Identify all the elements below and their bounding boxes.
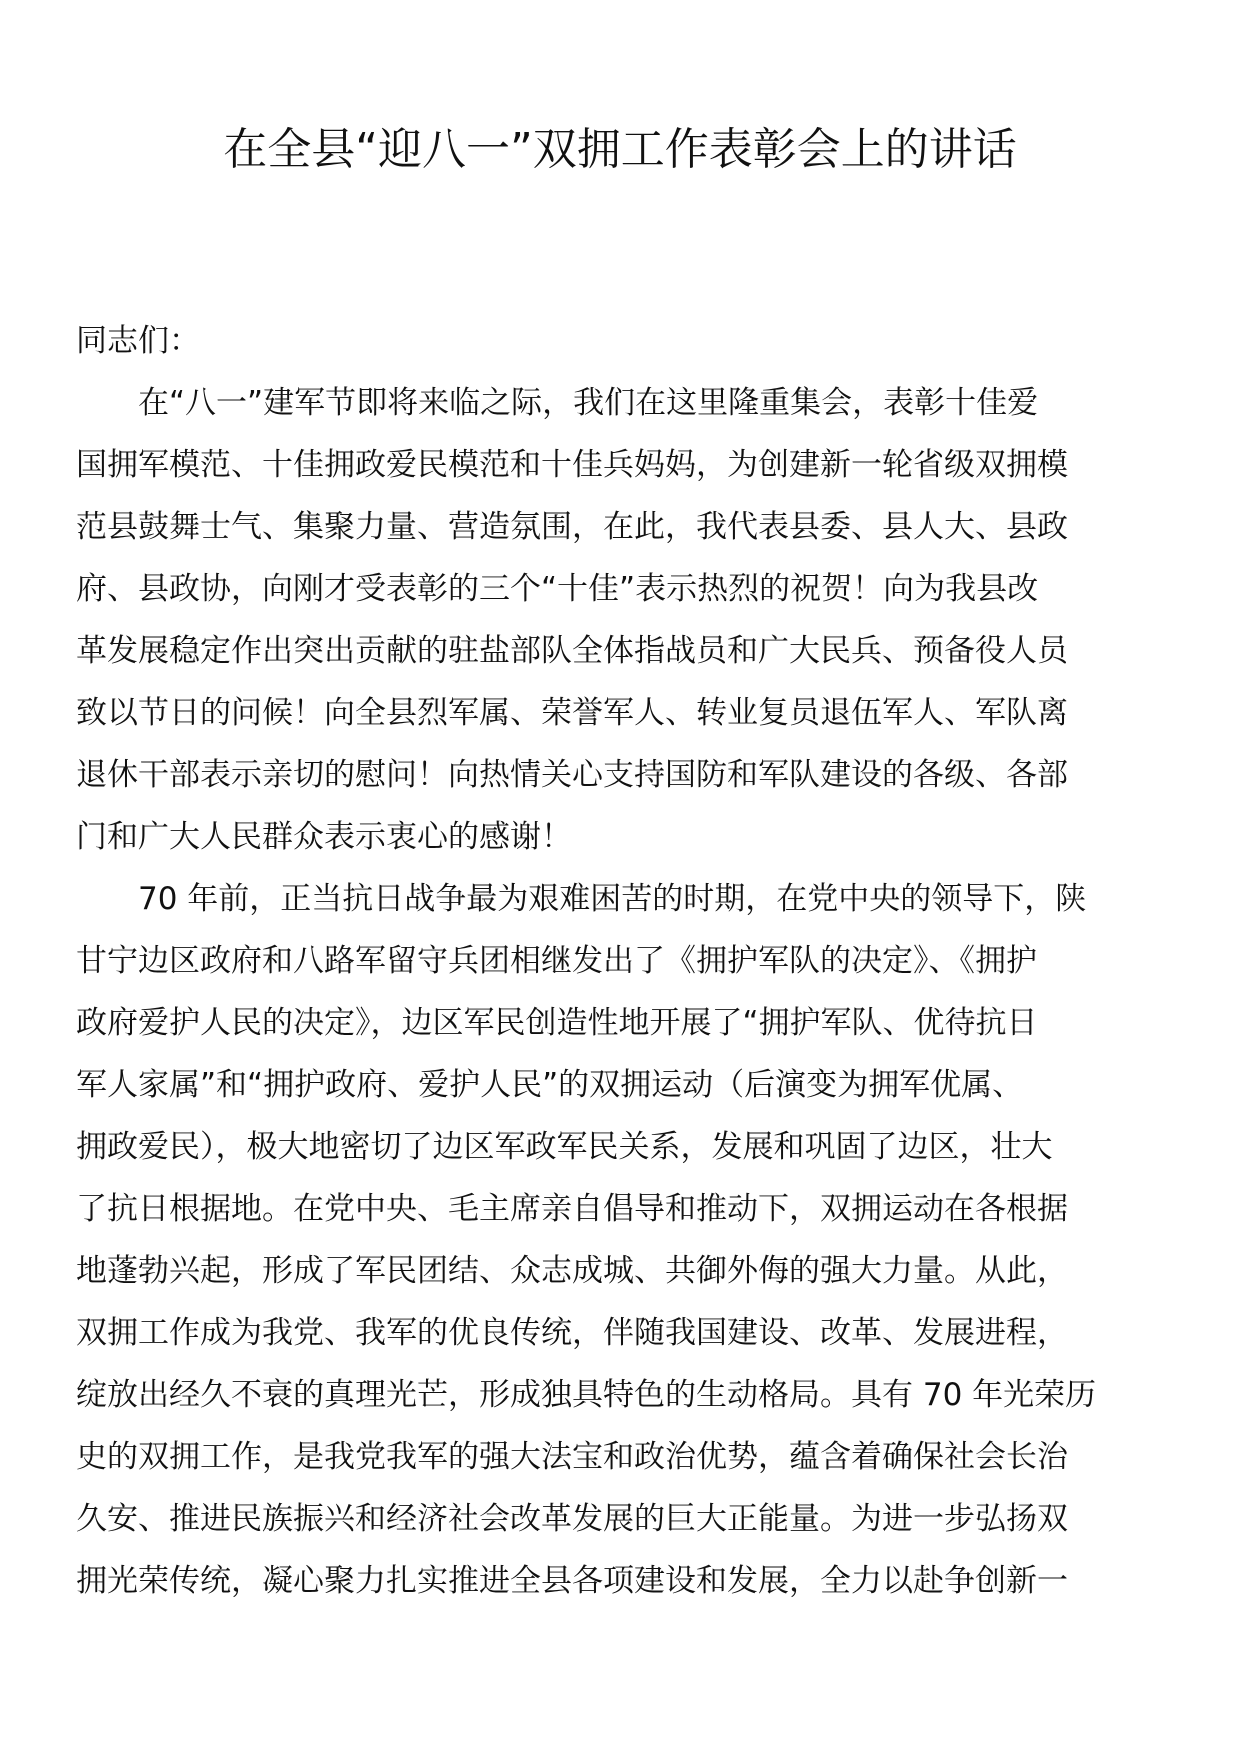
text-line: 甘宁边区政府和八路军留守兵团相继发出了《拥护军队的决定》、《拥护 [76, 943, 1037, 979]
text-line: 军人家属”和“拥护政府、爱护人民”的双拥运动（后演变为拥军优属、 [76, 1067, 1024, 1103]
text-line: 久安、推进民族振兴和经济社会改革发展的巨大正能量。为进一步弘扬双 [76, 1501, 1068, 1537]
text-line: 致以节日的问候！向全县烈军属、荣誉军人、转业复员退伍军人、军队离 [76, 695, 1068, 731]
text-line: 政府爱护人民的决定》，边区军民创造性地开展了“拥护军队、优待抗日 [76, 1005, 1038, 1041]
text-line: 史的双拥工作，是我党我军的强大法宝和政治优势，蕴含着确保社会长治 [76, 1439, 1068, 1475]
text-line: 70 年前，正当抗日战争最为艰难困苦的时期，在党中央的领导下，陕 [138, 881, 1087, 917]
text-line: 国拥军模范、十佳拥政爱民模范和十佳兵妈妈，为创建新一轮省级双拥模 [76, 447, 1068, 483]
text-line: 在“八一”建军节即将来临之际，我们在这里隆重集会，表彰十佳爱 [138, 385, 1039, 421]
document-body [76, 310, 1176, 1612]
text-line: 了抗日根据地。在党中央、毛主席亲自倡导和推动下，双拥运动在各根据 [76, 1191, 1068, 1227]
paragraph-2 [76, 868, 1176, 1612]
text-line: 拥政爱民），极大地密切了边区军政军民关系，发展和巩固了边区，壮大 [76, 1129, 1053, 1165]
document-title: 在全县“迎八一”双拥工作表彰会上的讲话 [223, 124, 1017, 175]
text-line: 双拥工作成为我党、我军的优良传统，伴随我国建设、改革、发展进程， [76, 1315, 1068, 1351]
text-line: 绽放出经久不衰的真理光芒，形成独具特色的生动格局。具有 70 年光荣历 [76, 1377, 1097, 1413]
text-line: 退休干部表示亲切的慰问！向热情关心支持国防和军队建设的各级、各部 [76, 757, 1068, 793]
text-line: 门和广大人民群众表示衷心的感谢！ [76, 819, 572, 855]
paragraph-1 [76, 372, 1176, 868]
text-line: 革发展稳定作出突出贡献的驻盐部队全体指战员和广大民兵、预备役人员 [76, 633, 1068, 669]
text-line: 范县鼓舞士气、集聚力量、营造氛围，在此，我代表县委、县人大、县政 [76, 509, 1068, 545]
text-line: 拥光荣传统，凝心聚力扎实推进全县各项建设和发展，全力以赴争创新一 [76, 1563, 1068, 1599]
salutation: 同志们： [76, 323, 200, 359]
text-line: 府、县政协，向刚才受表彰的三个“十佳”表示热烈的祝贺！向为我县改 [76, 571, 1039, 607]
text-line: 地蓬勃兴起，形成了军民团结、众志成城、共御外侮的强大力量。从此， [76, 1253, 1068, 1289]
